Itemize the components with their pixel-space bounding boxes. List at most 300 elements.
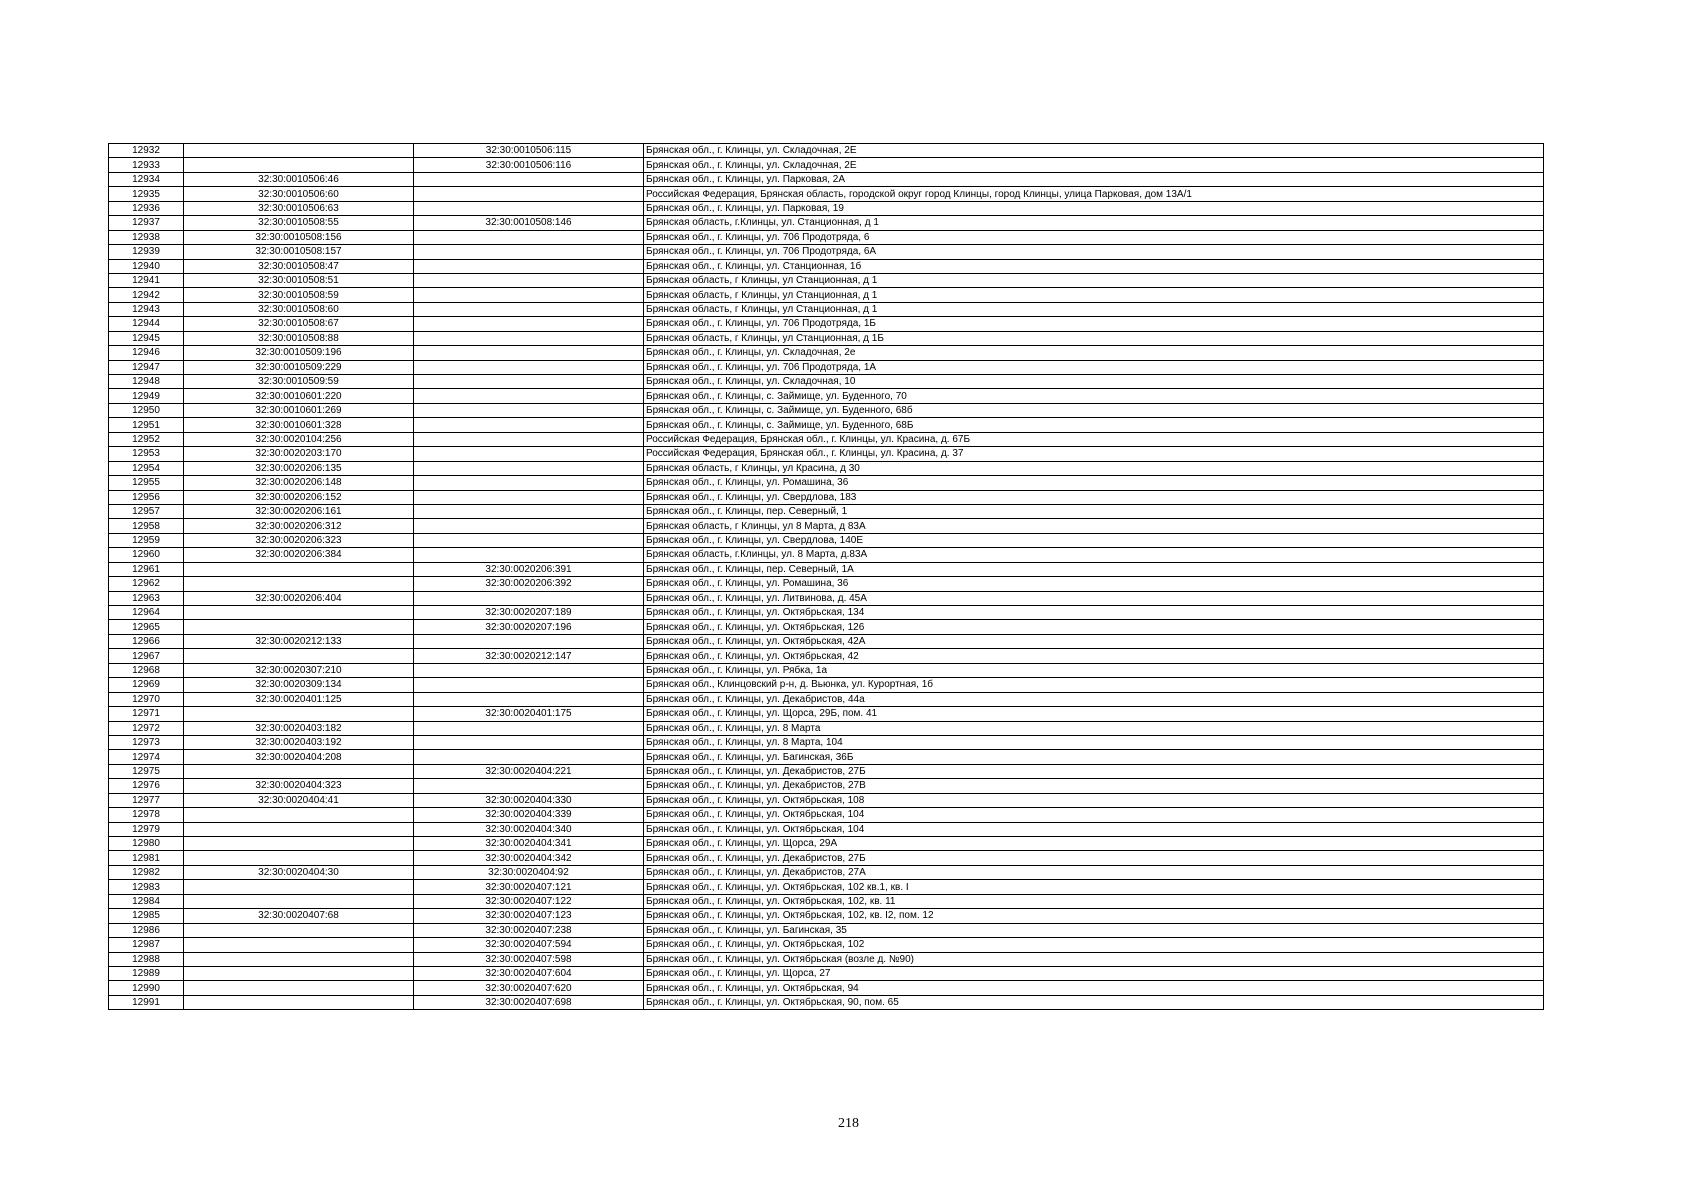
- table-row: [109, 216, 1544, 230]
- table-row: [109, 158, 1544, 172]
- table-row: [109, 764, 1544, 778]
- row-number-cell: 12982: [109, 865, 184, 879]
- row-number-cell: 12944: [109, 317, 184, 331]
- address-cell: Брянская обл., г. Клинцы, ул. Свердлова, 140Е: [644, 533, 1544, 547]
- address-cell: Брянская обл., г. Клинцы, ул. Октябрьская, 126: [644, 620, 1544, 634]
- linked-cadastral-number-cell: [414, 288, 644, 302]
- row-number-cell: 12967: [109, 649, 184, 663]
- address-cell: Брянская обл., г. Клинцы, ул. Декабристов, 27Б: [644, 851, 1544, 865]
- table-row: [109, 721, 1544, 735]
- table-row: [109, 620, 1544, 634]
- row-number-cell: 12968: [109, 663, 184, 677]
- cadastral-number-cell: [184, 880, 414, 894]
- row-number-cell: 12957: [109, 504, 184, 518]
- address-cell: Брянская обл., г. Клинцы, ул. Рябка, 1а: [644, 663, 1544, 677]
- row-number-cell: 12959: [109, 533, 184, 547]
- table-row: [109, 187, 1544, 201]
- row-number-cell: 12939: [109, 245, 184, 259]
- linked-cadastral-number-cell: [414, 187, 644, 201]
- linked-cadastral-number-cell: [414, 678, 644, 692]
- table-row: [109, 822, 1544, 836]
- linked-cadastral-number-cell: [414, 245, 644, 259]
- table-row: [109, 837, 1544, 851]
- row-number-cell: 12933: [109, 158, 184, 172]
- linked-cadastral-number-cell: 32:30:0020404:221: [414, 764, 644, 778]
- cadastral-number-cell: 32:30:0020307:210: [184, 663, 414, 677]
- table-row: [109, 894, 1544, 908]
- row-number-cell: 12953: [109, 447, 184, 461]
- cadastral-number-cell: [184, 851, 414, 865]
- address-cell: Брянская обл., г. Клинцы, ул. Декабристов, 44а: [644, 692, 1544, 706]
- row-number-cell: 12960: [109, 548, 184, 562]
- linked-cadastral-number-cell: [414, 591, 644, 605]
- cadastral-number-cell: [184, 808, 414, 822]
- table-row: [109, 533, 1544, 547]
- cadastral-number-cell: 32:30:0010506:63: [184, 201, 414, 215]
- row-number-cell: 12987: [109, 938, 184, 952]
- cadastral-number-cell: 32:30:0020404:323: [184, 779, 414, 793]
- linked-cadastral-number-cell: 32:30:0020207:189: [414, 606, 644, 620]
- row-number-cell: 12962: [109, 577, 184, 591]
- cadastral-number-cell: 32:30:0010509:229: [184, 360, 414, 374]
- linked-cadastral-number-cell: [414, 490, 644, 504]
- table-row: [109, 678, 1544, 692]
- table-row: [109, 461, 1544, 475]
- table-row: [109, 995, 1544, 1009]
- cadastral-number-cell: [184, 707, 414, 721]
- row-number-cell: 12981: [109, 851, 184, 865]
- table-row: [109, 606, 1544, 620]
- linked-cadastral-number-cell: 32:30:0020407:604: [414, 966, 644, 980]
- address-cell: Брянская обл., г. Клинцы, ул. Октябрьская, 102 кв.1, кв. I: [644, 880, 1544, 894]
- cadastral-number-cell: [184, 606, 414, 620]
- address-cell: Брянская обл., г. Клинцы, ул. Складочная, 2Е: [644, 158, 1544, 172]
- cadastral-number-cell: 32:30:0010508:157: [184, 245, 414, 259]
- row-number-cell: 12935: [109, 187, 184, 201]
- cadastral-number-cell: 32:30:0010508:67: [184, 317, 414, 331]
- row-number-cell: 12989: [109, 966, 184, 980]
- address-cell: Брянская обл., г. Клинцы, ул. 8 Марта, 104: [644, 735, 1544, 749]
- row-number-cell: 12947: [109, 360, 184, 374]
- cadastral-number-cell: 32:30:0020212:133: [184, 634, 414, 648]
- cadastral-number-cell: 32:30:0020203:170: [184, 447, 414, 461]
- table-row: [109, 504, 1544, 518]
- address-cell: Брянская обл., г. Клинцы, ул. Парковая, 2А: [644, 172, 1544, 186]
- table-row: [109, 418, 1544, 432]
- linked-cadastral-number-cell: 32:30:0020206:392: [414, 577, 644, 591]
- row-number-cell: 12951: [109, 418, 184, 432]
- cadastral-number-cell: 32:30:0010509:196: [184, 346, 414, 360]
- table-row: [109, 201, 1544, 215]
- cadastral-number-cell: 32:30:0020206:323: [184, 533, 414, 547]
- address-cell: Брянская обл., Клинцовский р-н, д. Вьюнка, ул. Курортная, 1б: [644, 678, 1544, 692]
- address-cell: Брянская обл., г. Клинцы, пер. Северный, 1А: [644, 562, 1544, 576]
- row-number-cell: 12980: [109, 837, 184, 851]
- address-cell: Брянская область, г.Клинцы, ул. Станционная, д 1: [644, 216, 1544, 230]
- address-cell: Брянская обл., г. Клинцы, ул. Ромашина, 36: [644, 577, 1544, 591]
- row-number-cell: 12963: [109, 591, 184, 605]
- table-row: [109, 966, 1544, 980]
- row-number-cell: 12932: [109, 144, 184, 158]
- address-cell: Брянская обл., г. Клинцы, ул. Декабристов, 27А: [644, 865, 1544, 879]
- linked-cadastral-number-cell: [414, 519, 644, 533]
- table-row: [109, 707, 1544, 721]
- linked-cadastral-number-cell: [414, 533, 644, 547]
- address-cell: Брянская обл., г. Клинцы, ул. Октябрьская, 134: [644, 606, 1544, 620]
- linked-cadastral-number-cell: [414, 331, 644, 345]
- cadastral-number-cell: 32:30:0020104:256: [184, 432, 414, 446]
- address-cell: Брянская обл., г. Клинцы, ул. Щорса, 29А: [644, 837, 1544, 851]
- table-row: [109, 923, 1544, 937]
- address-cell: Брянская обл., г. Клинцы, ул. Октябрьская (возле д. №90): [644, 952, 1544, 966]
- address-cell: Брянская обл., г. Клинцы, ул. Складочная, 2е: [644, 346, 1544, 360]
- row-number-cell: 12934: [109, 172, 184, 186]
- linked-cadastral-number-cell: [414, 476, 644, 490]
- address-cell: Российская Федерация, Брянская обл., г. Клинцы, ул. Красина, д. 67Б: [644, 432, 1544, 446]
- row-number-cell: 12970: [109, 692, 184, 706]
- linked-cadastral-number-cell: 32:30:0020407:698: [414, 995, 644, 1009]
- address-cell: Брянская обл., г. Клинцы, с. Займище, ул. Буденного, 68б: [644, 403, 1544, 417]
- address-cell: Брянская обл., г. Клинцы, ул. Декабристов, 27В: [644, 779, 1544, 793]
- row-number-cell: 12976: [109, 779, 184, 793]
- cadastral-number-cell: [184, 822, 414, 836]
- cadastral-number-cell: [184, 966, 414, 980]
- table-row: [109, 447, 1544, 461]
- table-row: [109, 360, 1544, 374]
- table-row: [109, 779, 1544, 793]
- table-row: [109, 389, 1544, 403]
- cadastral-number-cell: [184, 952, 414, 966]
- address-cell: Брянская обл., г. Клинцы, ул. Декабристов, 27Б: [644, 764, 1544, 778]
- cadastral-number-cell: 32:30:0010508:55: [184, 216, 414, 230]
- cadastral-number-cell: 32:30:0020404:208: [184, 750, 414, 764]
- table-row: [109, 317, 1544, 331]
- cadastral-number-cell: [184, 764, 414, 778]
- cadastral-number-cell: [184, 938, 414, 952]
- address-cell: Брянская обл., г. Клинцы, ул. Октябрьская, 102: [644, 938, 1544, 952]
- row-number-cell: 12973: [109, 735, 184, 749]
- cadastral-number-cell: 32:30:0020206:404: [184, 591, 414, 605]
- cadastral-number-cell: 32:30:0020407:68: [184, 909, 414, 923]
- row-number-cell: 12965: [109, 620, 184, 634]
- linked-cadastral-number-cell: [414, 273, 644, 287]
- linked-cadastral-number-cell: [414, 735, 644, 749]
- row-number-cell: 12952: [109, 432, 184, 446]
- linked-cadastral-number-cell: [414, 461, 644, 475]
- cadastral-number-cell: [184, 577, 414, 591]
- linked-cadastral-number-cell: [414, 317, 644, 331]
- row-number-cell: 12971: [109, 707, 184, 721]
- address-cell: Брянская обл., г. Клинцы, ул. Багинская, 36Б: [644, 750, 1544, 764]
- row-number-cell: 12972: [109, 721, 184, 735]
- cadastral-number-cell: [184, 144, 414, 158]
- row-number-cell: 12986: [109, 923, 184, 937]
- cadastral-number-cell: 32:30:0020206:135: [184, 461, 414, 475]
- row-number-cell: 12950: [109, 403, 184, 417]
- linked-cadastral-number-cell: [414, 721, 644, 735]
- table-row: [109, 548, 1544, 562]
- linked-cadastral-number-cell: 32:30:0020207:196: [414, 620, 644, 634]
- table-row: [109, 331, 1544, 345]
- linked-cadastral-number-cell: [414, 375, 644, 389]
- cadastral-number-cell: 32:30:0010508:88: [184, 331, 414, 345]
- address-cell: Брянская обл., г. Клинцы, ул. Складочная, 10: [644, 375, 1544, 389]
- table-row: [109, 519, 1544, 533]
- cadastral-number-cell: 32:30:0020206:152: [184, 490, 414, 504]
- address-cell: Брянская обл., г. Клинцы, ул. Щорса, 27: [644, 966, 1544, 980]
- table-row: [109, 981, 1544, 995]
- cadastral-number-cell: 32:30:0020401:125: [184, 692, 414, 706]
- linked-cadastral-number-cell: [414, 259, 644, 273]
- linked-cadastral-number-cell: [414, 201, 644, 215]
- address-cell: Брянская обл., г. Клинцы, ул. 706 Продотряда, 6А: [644, 245, 1544, 259]
- linked-cadastral-number-cell: 32:30:0010506:115: [414, 144, 644, 158]
- address-cell: Брянская обл., г. Клинцы, ул. Октябрьская, 90, пом. 65: [644, 995, 1544, 1009]
- row-number-cell: 12954: [109, 461, 184, 475]
- address-cell: Брянская обл., г. Клинцы, ул. Октябрьская, 42А: [644, 634, 1544, 648]
- linked-cadastral-number-cell: 32:30:0020407:122: [414, 894, 644, 908]
- cadastral-number-cell: 32:30:0020404:41: [184, 793, 414, 807]
- cadastral-number-cell: 32:30:0020206:148: [184, 476, 414, 490]
- linked-cadastral-number-cell: 32:30:0020404:92: [414, 865, 644, 879]
- table-row: [109, 432, 1544, 446]
- row-number-cell: 12985: [109, 909, 184, 923]
- cadastral-number-cell: [184, 562, 414, 576]
- cadastral-number-cell: [184, 158, 414, 172]
- row-number-cell: 12979: [109, 822, 184, 836]
- cadastral-number-cell: 32:30:0010508:60: [184, 302, 414, 316]
- row-number-cell: 12983: [109, 880, 184, 894]
- linked-cadastral-number-cell: 32:30:0020407:598: [414, 952, 644, 966]
- row-number-cell: 12988: [109, 952, 184, 966]
- page-number: 218: [838, 1116, 859, 1131]
- cadastral-number-cell: 32:30:0010601:220: [184, 389, 414, 403]
- cadastral-number-cell: 32:30:0020404:30: [184, 865, 414, 879]
- cadastral-number-cell: 32:30:0020309:134: [184, 678, 414, 692]
- row-number-cell: 12946: [109, 346, 184, 360]
- linked-cadastral-number-cell: 32:30:0020404:339: [414, 808, 644, 822]
- address-cell: Брянская обл., г. Клинцы, ул. Октябрьская, 108: [644, 793, 1544, 807]
- cadastral-number-cell: 32:30:0020403:192: [184, 735, 414, 749]
- address-cell: Брянская обл., г. Клинцы, с. Займище, ул. Буденного, 68Б: [644, 418, 1544, 432]
- address-cell: Брянская область, г Клинцы, ул Станционная, д 1: [644, 302, 1544, 316]
- row-number-cell: 12940: [109, 259, 184, 273]
- table-row: [109, 230, 1544, 244]
- cadastral-number-cell: 32:30:0020403:182: [184, 721, 414, 735]
- row-number-cell: 12938: [109, 230, 184, 244]
- table-row: [109, 302, 1544, 316]
- address-cell: Брянская область, г Клинцы, ул Станционная, д 1Б: [644, 331, 1544, 345]
- table-row: [109, 403, 1544, 417]
- cadastral-number-cell: [184, 995, 414, 1009]
- linked-cadastral-number-cell: 32:30:0020407:238: [414, 923, 644, 937]
- linked-cadastral-number-cell: [414, 548, 644, 562]
- table-row: [109, 591, 1544, 605]
- row-number-cell: 12964: [109, 606, 184, 620]
- linked-cadastral-number-cell: [414, 692, 644, 706]
- address-cell: Брянская обл., г. Клинцы, ул. Багинская, 35: [644, 923, 1544, 937]
- linked-cadastral-number-cell: [414, 432, 644, 446]
- linked-cadastral-number-cell: [414, 360, 644, 374]
- row-number-cell: 12936: [109, 201, 184, 215]
- table-row: [109, 793, 1544, 807]
- property-register-table: [108, 143, 1544, 1010]
- table-row: [109, 346, 1544, 360]
- row-number-cell: 12937: [109, 216, 184, 230]
- linked-cadastral-number-cell: 32:30:0020404:342: [414, 851, 644, 865]
- row-number-cell: 12977: [109, 793, 184, 807]
- table-row: [109, 490, 1544, 504]
- linked-cadastral-number-cell: [414, 403, 644, 417]
- row-number-cell: 12945: [109, 331, 184, 345]
- address-cell: Брянская обл., г. Клинцы, ул. Октябрьская, 102, кв. I2, пом. 12: [644, 909, 1544, 923]
- cadastral-number-cell: [184, 837, 414, 851]
- linked-cadastral-number-cell: [414, 346, 644, 360]
- cadastral-number-cell: [184, 981, 414, 995]
- address-cell: Брянская обл., г. Клинцы, с. Займище, ул. Буденного, 70: [644, 389, 1544, 403]
- linked-cadastral-number-cell: [414, 230, 644, 244]
- row-number-cell: 12978: [109, 808, 184, 822]
- row-number-cell: 12949: [109, 389, 184, 403]
- cadastral-number-cell: 32:30:0010508:59: [184, 288, 414, 302]
- address-cell: Российская Федерация, Брянская область, городской округ город Клинцы, город Клинцы, улица Парковая, дом 13А/1: [644, 187, 1544, 201]
- address-cell: Брянская обл., г. Клинцы, ул. 706 Продотряда, 1Б: [644, 317, 1544, 331]
- row-number-cell: 12961: [109, 562, 184, 576]
- table-row: [109, 649, 1544, 663]
- cadastral-number-cell: [184, 649, 414, 663]
- address-cell: Брянская обл., г. Клинцы, ул. Ромашина, 36: [644, 476, 1544, 490]
- table-row: [109, 577, 1544, 591]
- address-cell: Брянская обл., г. Клинцы, ул. Октябрьская, 102, кв. 11: [644, 894, 1544, 908]
- linked-cadastral-number-cell: 32:30:0020407:121: [414, 880, 644, 894]
- address-cell: Брянская обл., г. Клинцы, ул. Парковая, 19: [644, 201, 1544, 215]
- cadastral-number-cell: 32:30:0010508:47: [184, 259, 414, 273]
- linked-cadastral-number-cell: [414, 663, 644, 677]
- address-cell: Брянская область, г Клинцы, ул Станционная, д 1: [644, 273, 1544, 287]
- linked-cadastral-number-cell: [414, 302, 644, 316]
- row-number-cell: 12984: [109, 894, 184, 908]
- address-cell: Российская Федерация, Брянская обл., г. Клинцы, ул. Красина, д. 37: [644, 447, 1544, 461]
- address-cell: Брянская обл., г. Клинцы, ул. Щорса, 29Б, пом. 41: [644, 707, 1544, 721]
- address-cell: Брянская обл., г. Клинцы, ул. 8 Марта: [644, 721, 1544, 735]
- table-row: [109, 562, 1544, 576]
- cadastral-number-cell: [184, 620, 414, 634]
- table-row: [109, 245, 1544, 259]
- linked-cadastral-number-cell: 32:30:0010508:146: [414, 216, 644, 230]
- address-cell: Брянская область, г Клинцы, ул 8 Марта, д 83А: [644, 519, 1544, 533]
- row-number-cell: 12975: [109, 764, 184, 778]
- table-row: [109, 663, 1544, 677]
- table-row: [109, 851, 1544, 865]
- table-row: [109, 880, 1544, 894]
- cadastral-number-cell: 32:30:0010506:60: [184, 187, 414, 201]
- row-number-cell: 12941: [109, 273, 184, 287]
- row-number-cell: 12990: [109, 981, 184, 995]
- linked-cadastral-number-cell: [414, 172, 644, 186]
- linked-cadastral-number-cell: 32:30:0020404:341: [414, 837, 644, 851]
- address-cell: Брянская область, г Клинцы, ул Красина, д 30: [644, 461, 1544, 475]
- row-number-cell: 12955: [109, 476, 184, 490]
- row-number-cell: 12958: [109, 519, 184, 533]
- linked-cadastral-number-cell: [414, 389, 644, 403]
- cadastral-number-cell: [184, 894, 414, 908]
- linked-cadastral-number-cell: [414, 447, 644, 461]
- table-row: [109, 375, 1544, 389]
- linked-cadastral-number-cell: 32:30:0020407:620: [414, 981, 644, 995]
- address-cell: Брянская обл., г. Клинцы, ул. 706 Продотряда, 6: [644, 230, 1544, 244]
- linked-cadastral-number-cell: [414, 779, 644, 793]
- address-cell: Брянская обл., г. Клинцы, ул. Литвинова, д. 45А: [644, 591, 1544, 605]
- table-row: [109, 144, 1544, 158]
- table-row: [109, 952, 1544, 966]
- cadastral-number-cell: 32:30:0010508:156: [184, 230, 414, 244]
- row-number-cell: 12943: [109, 302, 184, 316]
- address-cell: Брянская обл., г. Клинцы, ул. 706 Продотряда, 1А: [644, 360, 1544, 374]
- cadastral-number-cell: 32:30:0010508:51: [184, 273, 414, 287]
- cadastral-number-cell: 32:30:0020206:312: [184, 519, 414, 533]
- address-cell: Брянская обл., г. Клинцы, ул. Станционная, 1б: [644, 259, 1544, 273]
- table-row: [109, 808, 1544, 822]
- linked-cadastral-number-cell: 32:30:0020206:391: [414, 562, 644, 576]
- cadastral-number-cell: 32:30:0010509:59: [184, 375, 414, 389]
- address-cell: Брянская область, г.Клинцы, ул. 8 Марта, д.83А: [644, 548, 1544, 562]
- address-cell: Брянская область, г Клинцы, ул Станционная, д 1: [644, 288, 1544, 302]
- linked-cadastral-number-cell: 32:30:0020404:330: [414, 793, 644, 807]
- row-number-cell: 12991: [109, 995, 184, 1009]
- cadastral-number-cell: 32:30:0010601:269: [184, 403, 414, 417]
- table-row: [109, 172, 1544, 186]
- table-row: [109, 750, 1544, 764]
- cadastral-number-cell: 32:30:0010506:46: [184, 172, 414, 186]
- cadastral-number-cell: 32:30:0020206:161: [184, 504, 414, 518]
- linked-cadastral-number-cell: 32:30:0010506:116: [414, 158, 644, 172]
- table-row: [109, 865, 1544, 879]
- linked-cadastral-number-cell: [414, 418, 644, 432]
- linked-cadastral-number-cell: 32:30:0020401:175: [414, 707, 644, 721]
- row-number-cell: 12969: [109, 678, 184, 692]
- row-number-cell: 12942: [109, 288, 184, 302]
- linked-cadastral-number-cell: 32:30:0020404:340: [414, 822, 644, 836]
- address-cell: Брянская обл., г. Клинцы, ул. Октябрьская, 104: [644, 822, 1544, 836]
- cadastral-number-cell: 32:30:0020206:384: [184, 548, 414, 562]
- table-body: [109, 144, 1544, 1010]
- table-row: [109, 476, 1544, 490]
- table-row: [109, 259, 1544, 273]
- table-row: [109, 735, 1544, 749]
- table-row: [109, 909, 1544, 923]
- linked-cadastral-number-cell: 32:30:0020212:147: [414, 649, 644, 663]
- address-cell: Брянская обл., г. Клинцы, пер. Северный, 1: [644, 504, 1544, 518]
- address-cell: Брянская обл., г. Клинцы, ул. Свердлова, 183: [644, 490, 1544, 504]
- address-cell: Брянская обл., г. Клинцы, ул. Октябрьская, 94: [644, 981, 1544, 995]
- linked-cadastral-number-cell: [414, 504, 644, 518]
- table-row: [109, 288, 1544, 302]
- cadastral-number-cell: 32:30:0010601:328: [184, 418, 414, 432]
- cadastral-number-cell: [184, 923, 414, 937]
- table-row: [109, 692, 1544, 706]
- row-number-cell: 12966: [109, 634, 184, 648]
- linked-cadastral-number-cell: [414, 750, 644, 764]
- row-number-cell: 12956: [109, 490, 184, 504]
- linked-cadastral-number-cell: [414, 634, 644, 648]
- linked-cadastral-number-cell: 32:30:0020407:123: [414, 909, 644, 923]
- table-row: [109, 634, 1544, 648]
- address-cell: Брянская обл., г. Клинцы, ул. Октябрьская, 42: [644, 649, 1544, 663]
- row-number-cell: 12948: [109, 375, 184, 389]
- address-cell: Брянская обл., г. Клинцы, ул. Октябрьская, 104: [644, 808, 1544, 822]
- table-row: [109, 938, 1544, 952]
- table-row: [109, 273, 1544, 287]
